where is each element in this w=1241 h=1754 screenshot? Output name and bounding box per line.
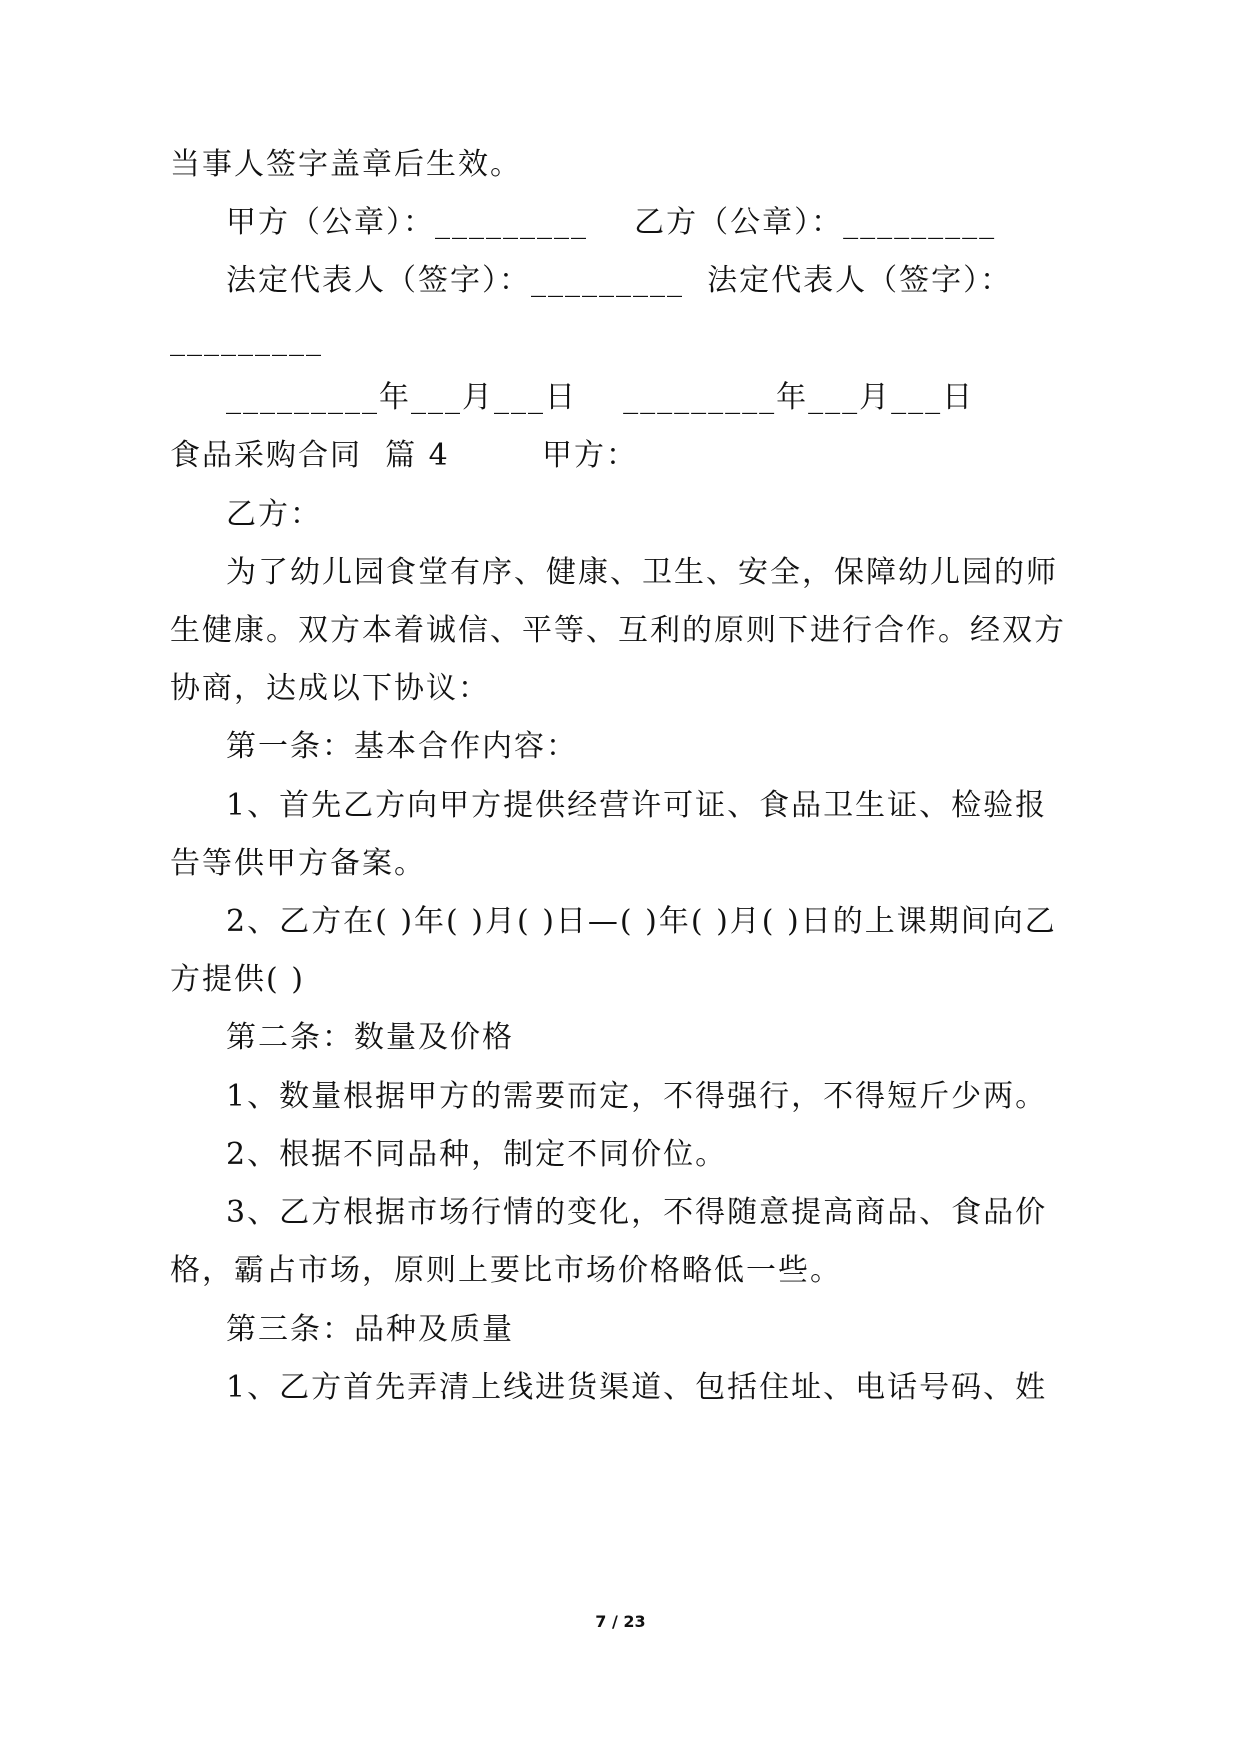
text-line: 食品采购合同 篇 4 甲方： xyxy=(170,438,638,473)
text-line: 格，霸占市场，原则上要比市场价格略低一些。 xyxy=(170,1253,842,1288)
text-line: _________年___月___日 _________年___月___日 xyxy=(226,380,975,415)
text-line: 3、乙方根据市场行情的变化，不得随意提高商品、食品价 xyxy=(226,1195,1048,1230)
text-line: 为了幼儿园食堂有序、健康、卫生、安全，保障幼儿园的师 xyxy=(226,555,1058,590)
text-line: 乙方： xyxy=(226,497,322,532)
text-line: 2、根据不同品种，制定不同价位。 xyxy=(226,1137,728,1172)
text-line: 1、数量根据甲方的需要而定，不得强行，不得短斤少两。 xyxy=(226,1079,1048,1114)
text-line: _________ xyxy=(170,322,323,357)
text-line: 1、首先乙方向甲方提供经营许可证、食品卫生证、检验报 xyxy=(226,788,1048,823)
text-line: 当事人签字盖章后生效。 xyxy=(170,147,522,182)
text-line: 2、乙方在( )年( )月( )日—( )年( )月( )日的上课期间向乙 xyxy=(226,904,1057,939)
text-line: 第三条：品种及质量 xyxy=(226,1312,514,1347)
text-line: 告等供甲方备案。 xyxy=(170,846,426,881)
text-line: 第二条：数量及价格 xyxy=(226,1020,514,1055)
text-line: 法定代表人（签字）：_________ 法定代表人（签字）： xyxy=(226,263,1013,298)
text-line: 协商，达成以下协议： xyxy=(170,671,490,706)
text-line: 方提供( ) xyxy=(170,962,305,997)
page-number: 7 / 23 xyxy=(595,1612,646,1631)
text-line: 生健康。双方本着诚信、平等、互利的原则下进行合作。经双方 xyxy=(170,613,1066,648)
text-line: 甲方（公章）：_________ 乙方（公章）：_________ xyxy=(226,205,997,240)
text-line: 1、乙方首先弄清上线进货渠道、包括住址、电话号码、姓 xyxy=(226,1370,1048,1405)
text-line: 第一条：基本合作内容： xyxy=(226,729,578,764)
